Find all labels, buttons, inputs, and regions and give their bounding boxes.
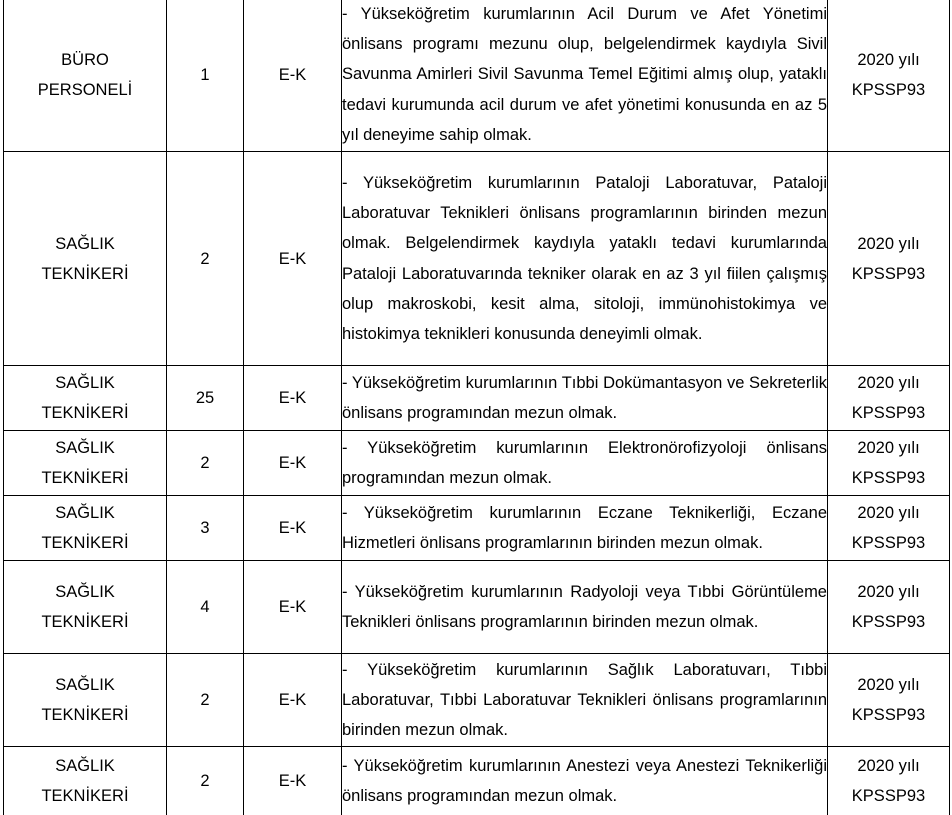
kpss-year: 2020 yılı: [857, 234, 920, 253]
kpss-score-type: KPSSP93: [851, 404, 926, 422]
position-gender: E-K: [244, 431, 342, 496]
position-title-line: SAĞLIK: [55, 234, 115, 253]
kpss-year: 2020 yılı: [857, 439, 920, 457]
position-requirements: - Yükseköğretim kurumlarının Sağlık Laboratuvarı, Tıbbi Laboratuvar, Tıbbi Laboratuvar Teknikleri önlisans programlarının birinden mezun olmak.: [342, 654, 828, 747]
position-count: 25: [167, 366, 244, 431]
position-title-line: TEKNİKERİ: [41, 264, 129, 283]
kpss-year: 2020 yılı: [857, 374, 920, 392]
table-row: [4, 561, 950, 654]
kpss-cell: [828, 0, 950, 152]
position-title-cell: [4, 152, 167, 366]
kpss-year: 2020 yılı: [857, 676, 920, 694]
position-title-line: TEKNİKERİ: [41, 469, 129, 487]
kpss-score-type: KPSSP93: [851, 613, 926, 631]
position-title-line: TEKNİKERİ: [41, 786, 129, 805]
position-title-cell: [4, 496, 167, 561]
kpss-cell: [828, 431, 950, 496]
table-row: [4, 431, 950, 496]
position-title-line: SAĞLIK: [55, 756, 115, 775]
position-title-line: TEKNİKERİ: [41, 534, 129, 552]
position-gender: E-K: [244, 152, 342, 366]
position-title-line: BÜRO: [61, 50, 109, 69]
table-row: [4, 152, 950, 366]
table-row: [4, 654, 950, 747]
kpss-year: 2020 yılı: [857, 50, 920, 69]
position-gender: E-K: [244, 496, 342, 561]
position-gender: E-K: [244, 0, 342, 152]
kpss-score-type: KPSSP93: [851, 469, 926, 487]
position-title-line: TEKNİKERİ: [41, 613, 129, 631]
position-title-cell: [4, 366, 167, 431]
position-requirements: - Yükseköğretim kurumlarının Anestezi veya Anestezi Teknikerliği önlisans programından mezun olmak.: [342, 747, 828, 815]
position-count: 2: [167, 747, 244, 815]
position-title-line: TEKNİKERİ: [41, 706, 129, 724]
position-requirements: - Yükseköğretim kurumlarının Pataloji Laboratuvar, Pataloji Laboratuvar Teknikleri önlisans programlarının birinden mezun olmak. Belgelendirmek kaydıyla yataklı tedavi kurumlarında Pataloji Laboratuvarında tekniker olarak en az 3 yıl fiilen çalışmış olup makroskobi, kesit alma, sitoloji, immünohistokimya ve histokimya teknikleri konusunda deneyimli olmak.: [342, 152, 828, 366]
position-gender: E-K: [244, 747, 342, 815]
table-row: [4, 0, 950, 152]
kpss-cell: [828, 496, 950, 561]
position-count: 1: [167, 0, 244, 152]
kpss-score-type: KPSSP93: [851, 534, 926, 552]
kpss-year: 2020 yılı: [857, 504, 920, 522]
position-requirements: - Yükseköğretim kurumlarının Acil Durum ve Afet Yönetimi önlisans programı mezunu olup, belgelendirmek kaydıyla Sivil Savunma Amirleri Sivil Savunma Temel Eğitimi almış olup, yataklı tedavi kurumunda acil durum ve afet yönetimi konusunda en az 5 yıl deneyime sahip olmak.: [342, 0, 828, 152]
positions-table: [3, 0, 950, 815]
kpss-cell: [828, 366, 950, 431]
position-requirements: - Yükseköğretim kurumlarının Eczane Teknikerliği, Eczane Hizmetleri önlisans programlarının birinden mezun olmak.: [342, 496, 828, 561]
kpss-score-type: KPSSP93: [851, 264, 926, 283]
position-title-cell: [4, 431, 167, 496]
position-count: 2: [167, 431, 244, 496]
table-row: [4, 366, 950, 431]
position-title-cell: [4, 654, 167, 747]
position-title-cell: [4, 561, 167, 654]
position-title-line: SAĞLIK: [55, 374, 115, 392]
position-title-line: PERSONELİ: [37, 80, 133, 99]
kpss-cell: [828, 747, 950, 815]
position-count: 3: [167, 496, 244, 561]
position-title-line: SAĞLIK: [55, 439, 115, 457]
table-row: [4, 496, 950, 561]
position-count: 4: [167, 561, 244, 654]
kpss-score-type: KPSSP93: [851, 786, 926, 805]
position-count: 2: [167, 152, 244, 366]
position-gender: E-K: [244, 366, 342, 431]
position-gender: E-K: [244, 561, 342, 654]
position-title-cell: [4, 747, 167, 815]
kpss-score-type: KPSSP93: [851, 706, 926, 724]
position-title-line: SAĞLIK: [55, 676, 115, 694]
position-gender: E-K: [244, 654, 342, 747]
position-requirements: - Yükseköğretim kurumlarının Elektronörofizyoloji önlisans programından mezun olmak.: [342, 431, 828, 496]
position-count: 2: [167, 654, 244, 747]
position-title-line: SAĞLIK: [55, 504, 115, 522]
kpss-cell: [828, 152, 950, 366]
kpss-cell: [828, 561, 950, 654]
position-requirements: - Yükseköğretim kurumlarının Tıbbi Dokümantasyon ve Sekreterlik önlisans programından mezun olmak.: [342, 366, 828, 431]
kpss-score-type: KPSSP93: [851, 80, 926, 99]
position-title-line: SAĞLIK: [55, 583, 115, 601]
position-requirements: - Yükseköğretim kurumlarının Radyoloji veya Tıbbi Görüntüleme Teknikleri önlisans programlarının birinden mezun olmak.: [342, 561, 828, 654]
position-title-cell: [4, 0, 167, 152]
position-title-line: TEKNİKERİ: [41, 404, 129, 422]
table-row: [4, 747, 950, 815]
kpss-year: 2020 yılı: [857, 756, 920, 775]
kpss-cell: [828, 654, 950, 747]
kpss-year: 2020 yılı: [857, 583, 920, 601]
